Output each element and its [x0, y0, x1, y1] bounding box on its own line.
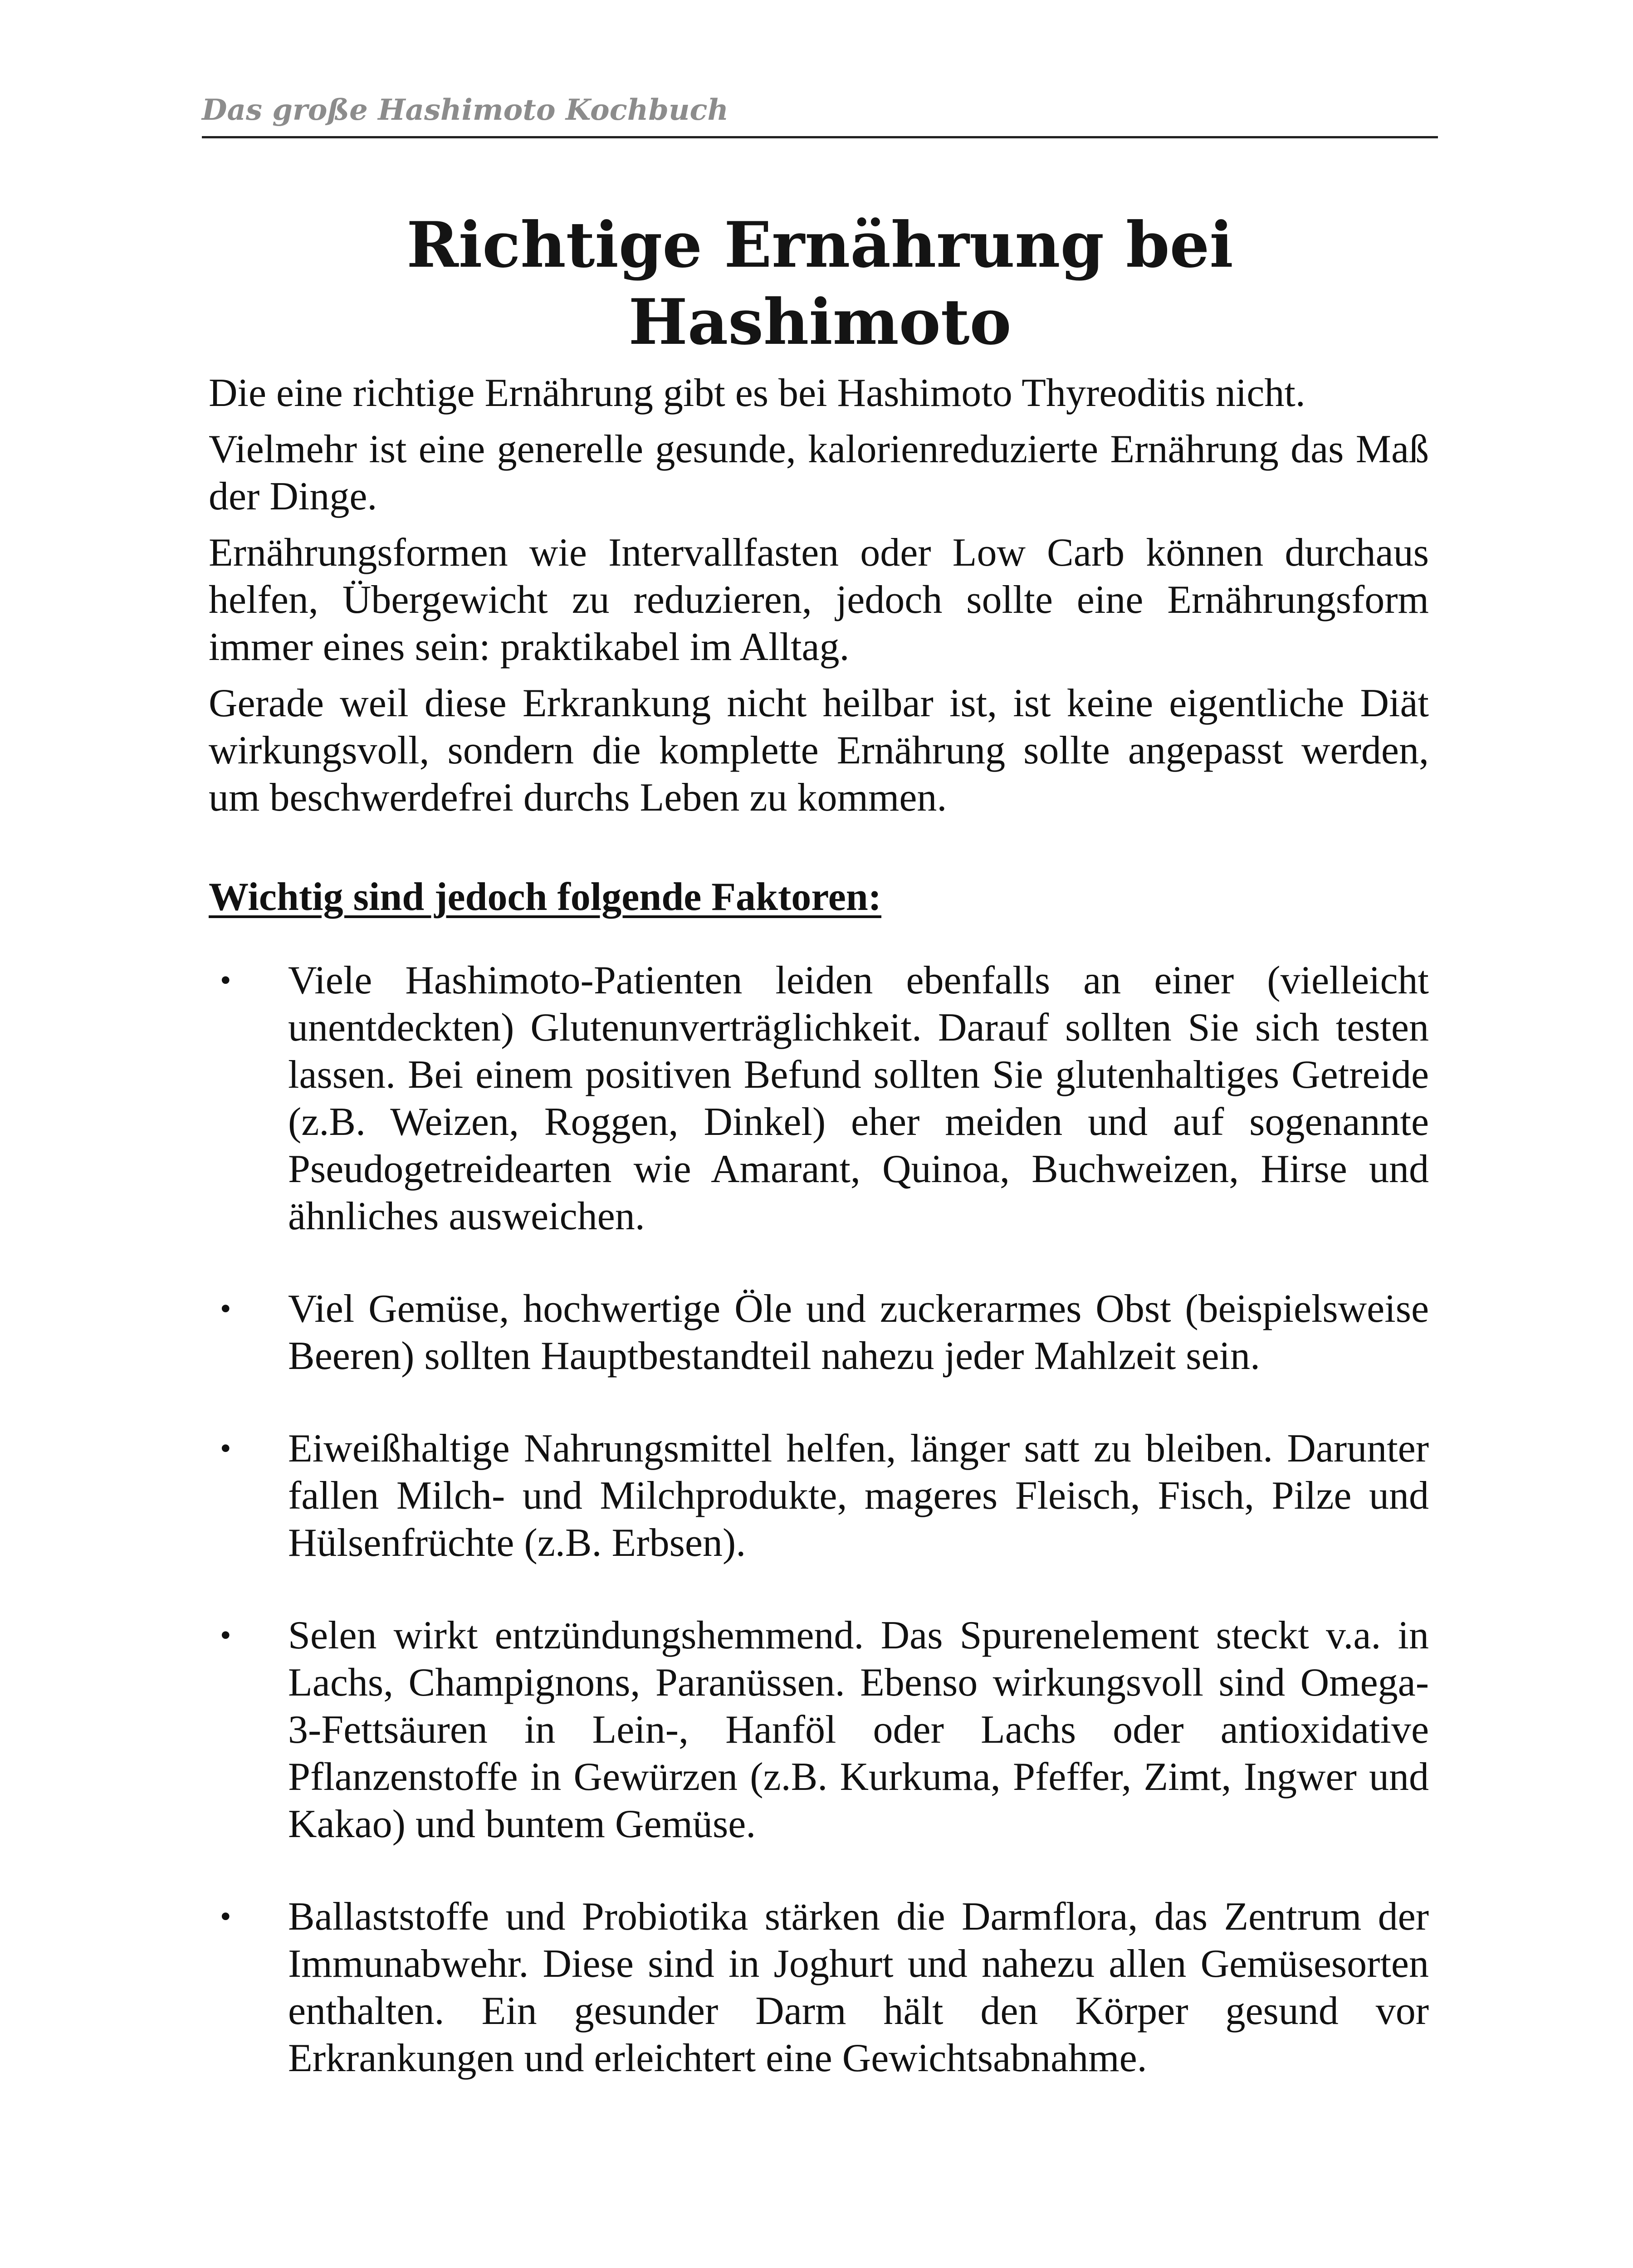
factor-item-protein: [209, 1425, 1429, 1567]
factor-item-fiber: [209, 1893, 1429, 2082]
bullet-icon: •: [220, 1618, 231, 1653]
factor-list: [209, 957, 1429, 2082]
factor-text: Viel Gemüse, hochwertige Öle und zuckerarmes Obst (beispielsweise Beeren) sollten Hauptbestandteil nahezu jeder Mahlzeit sein.: [288, 1287, 1429, 1378]
factor-text: Viele Hashimoto-Patienten leiden ebenfalls an einer (vielleicht unentdeckten) Glutenunverträglichkeit. Darauf sollten Sie sich testen lassen. Bei einem positiven Befund sollten Sie glutenhaltiges Getreide (z.B. Weizen, Roggen, Dinkel) eher meiden und auf sogenannte Pseudogetreidearten wie Amarant, Quinoa, Buchweizen, Hirse und ähnliches ausweichen.: [288, 958, 1429, 1238]
header-rule: [202, 136, 1438, 138]
factor-text: Ballaststoffe und Probiotika stärken die Darmflora, das Zentrum der Immunabwehr. Diese sind in Joghurt und nahezu allen Gemüsesorten enthalten. Ein gesunder Darm hält den Körper gesund vor Erkrankungen und erleichtert eine Gewichtsabnahme.: [288, 1895, 1429, 2080]
title-line-2: Hashimoto: [628, 285, 1012, 359]
factor-text: Eiweißhaltige Nahrungsmittel helfen, länger satt zu bleiben. Darunter fallen Milch- und Milchprodukte, mageres Fleisch, Fisch, Pilze und Hülsenfrüchte (z.B. Erbsen).: [288, 1427, 1429, 1565]
paragraph-1: Die eine richtige Ernährung gibt es bei Hashimoto Thyreoditis nicht.: [209, 371, 1305, 415]
page-content: [209, 370, 1429, 2127]
page-title: [202, 206, 1438, 361]
paragraph-3: Ernährungsformen wie Intervallfasten oder Low Carb können durchaus helfen, Übergewicht zu reduzieren, jedoch sollte eine Ernährungsform immer eines sein: praktikabel im Alltag.: [209, 531, 1429, 669]
bullet-icon: •: [220, 1899, 231, 1934]
running-header: Das große Hashimoto Kochbuch: [202, 93, 728, 127]
factor-text: Selen wirkt entzündungshemmend. Das Spurenelement steckt v.a. in Lachs, Champignons, Paranüssen. Ebenso wirkungsvoll sind Omega-3-Fettsäuren in Lein-, Hanföl oder Lachs oder antioxidative Pflanzenstoffe in Gewürzen (z.B. Kurkuma, Pfeffer, Zimt, Ingwer und Kakao) und buntem Gemüse.: [288, 1613, 1429, 1846]
paragraph-4: Gerade weil diese Erkrankung nicht heilbar ist, ist keine eigentliche Diät wirkungsvoll, sondern die komplette Ernährung sollte angepasst werden, um beschwerdefrei durchs Leben zu kommen.: [209, 681, 1429, 820]
bullet-icon: •: [220, 963, 231, 998]
bullet-icon: •: [220, 1291, 231, 1326]
factor-item-vegetables: [209, 1286, 1429, 1380]
factor-item-selenium: [209, 1612, 1429, 1848]
factor-item-gluten: [209, 957, 1429, 1240]
paragraph-2: Vielmehr ist eine generelle gesunde, kalorienreduzierte Ernährung das Maß der Dinge.: [209, 427, 1429, 518]
section-subheading: Wichtig sind jedoch folgende Faktoren:: [209, 875, 882, 919]
bullet-icon: •: [220, 1431, 231, 1466]
title-line-1: Richtige Ernährung bei: [406, 208, 1233, 282]
